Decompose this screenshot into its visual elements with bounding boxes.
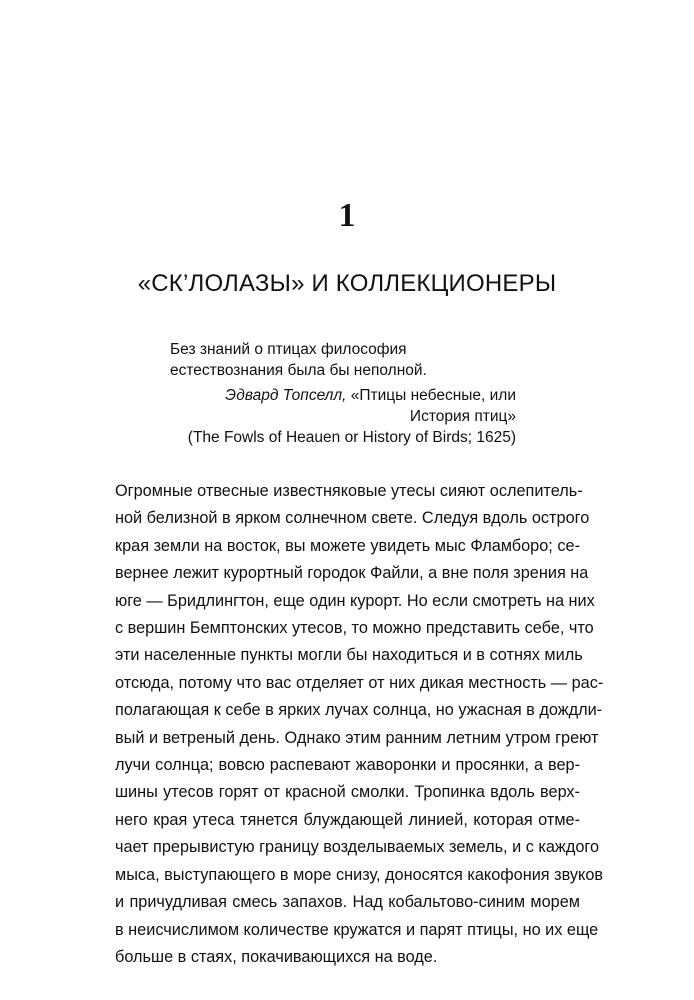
- epigraph-author: Эдвард Топселл,: [225, 387, 347, 404]
- body-line: шины утесов горят от красной смолки. Тропинка вдоль верх-: [115, 783, 580, 802]
- body-line: и причудливая смесь запахов. Над кобальтово-синим морем: [115, 893, 580, 912]
- body-line: с вершин Бемптонских утесов, то можно представить себе, что: [115, 619, 594, 638]
- body-line: Огромные отвесные известняковые утесы сияют ослепитель-: [115, 482, 583, 500]
- body-line: него края утеса тянется блуждающей линией, которая отме-: [115, 810, 580, 829]
- body-line: полагающая к себе в ярких лучах солнца, но ужасная в дождли-: [115, 701, 603, 720]
- chapter-title: «СК’ЛОЛАЗЫ» И КОЛЛЕКЦИОНЕРЫ: [137, 270, 557, 297]
- epigraph-text: Без знаний о птицах философия естествознания была бы неполной.: [170, 341, 427, 379]
- body-line: вернее лежит курортный городок Файли, а вне поля зрения на: [115, 564, 589, 583]
- chapter-number: 1: [338, 197, 356, 234]
- epigraph-attribution-line: [170, 385, 516, 427]
- body-line: в неисчислимом количестве кружатся и парят птицы, но их еще: [115, 920, 599, 939]
- body-line: вый и ветреный день. Однако этим ранним летним утром греют: [115, 728, 599, 747]
- epigraph-source: [170, 385, 516, 448]
- body-line: юге — Бридлингтон, еще один курорт. Но если смотреть на них: [115, 591, 595, 610]
- epigraph: [170, 339, 516, 448]
- body-paragraph: [115, 478, 604, 971]
- body-line: мыса, выступающего в море снизу, доносятся какофония звуков: [115, 865, 604, 884]
- body-line: края земли на восток, вы можете увидеть мыс Фламборо; се-: [115, 536, 580, 555]
- body-line: эти населенные пункты могли бы находиться и в сотнях миль: [115, 646, 583, 665]
- epigraph-work-original: (The Fowls of Heauen or History of Birds; 1625): [187, 429, 516, 446]
- body-line: ной белизной в ярком солнечном свете. Следуя вдоль острого: [115, 509, 590, 528]
- body-line: лучи солнца; вовсю распевают жаворонки и просянки, а вер-: [115, 756, 580, 775]
- epigraph-work-title: «Птицы небесные, или История птиц»: [346, 387, 516, 425]
- body-line: отсюда, потому что вас отделяет от них дикая местность — рас-: [115, 673, 604, 692]
- body-line: больше в стаях, покачивающихся на воде.: [115, 947, 438, 966]
- body-line: чает прерывистую границу возделываемых земель, и с каждого: [115, 838, 600, 857]
